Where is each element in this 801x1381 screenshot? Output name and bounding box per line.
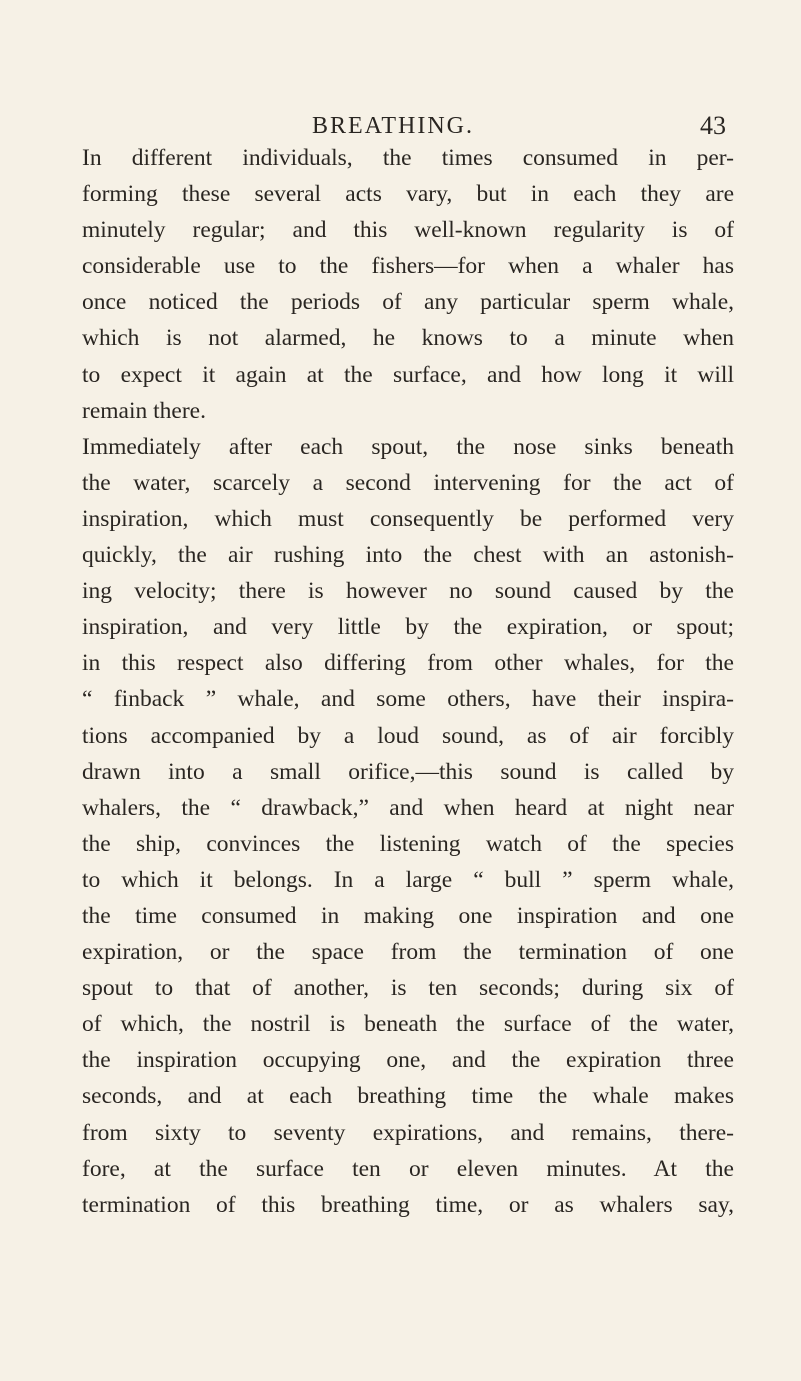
text-line: to which it belongs. In a large “ bull ” sperm whale, [82,866,734,893]
text-line: the inspiration occupying one, and the expiration three [82,1047,734,1074]
text-line: fore, at the surface ten or eleven minutes. At the [82,1155,734,1182]
text-line: tions accompanied by a loud sound, as of air forcibly [82,722,734,749]
body-text [82,140,734,1223]
text-line: ing velocity; there is however no sound caused by the [82,578,734,605]
text-line: inspiration, which must consequently be performed very [82,505,734,532]
text-line: the ship, convinces the listening watch of the species [82,830,734,857]
text-line: whalers, the “ drawback,” and when heard at night near [82,794,734,821]
text-line: which is not alarmed, he knows to a minute when [82,325,734,352]
text-line: the time consumed in making one inspiration and one [82,902,734,929]
text-line: remain there. [82,397,206,424]
text-line: Immediately after each spout, the nose sinks beneath [82,433,734,460]
text-line: inspiration, and very little by the expiration, or spout; [82,614,734,641]
running-head [0,108,801,144]
page-number: 43 [700,111,726,140]
text-line: “ finback ” whale, and some others, have their inspira- [82,686,734,713]
running-head-title: BREATHING. [312,113,474,139]
text-line: once noticed the periods of any particular sperm whale, [82,289,734,316]
text-line: expiration, or the space from the termination of one [82,939,734,966]
text-line: from sixty to seventy expirations, and remains, there- [82,1119,734,1146]
text-line: termination of this breathing time, or as whalers say, [82,1191,734,1218]
text-line: seconds, and at each breathing time the whale makes [82,1083,734,1110]
text-line: drawn into a small orifice,—this sound is called by [82,758,734,785]
text-line: forming these several acts vary, but in each they are [82,181,734,208]
text-line: in this respect also differing from other whales, for the [82,650,734,677]
text-line: quickly, the air rushing into the chest with an astonish- [82,542,734,569]
text-line: of which, the nostril is beneath the surface of the water, [82,1011,734,1038]
text-line: considerable use to the fishers—for when a whaler has [82,253,734,280]
text-line: the water, scarcely a second intervening for the act of [82,469,734,496]
text-line: spout to that of another, is ten seconds; during six of [82,975,734,1002]
text-line: In different individuals, the times consumed in per- [82,145,734,171]
text-line: to expect it again at the surface, and how long it will [82,361,734,388]
text-line: minutely regular; and this well-known regularity is of [82,217,734,244]
